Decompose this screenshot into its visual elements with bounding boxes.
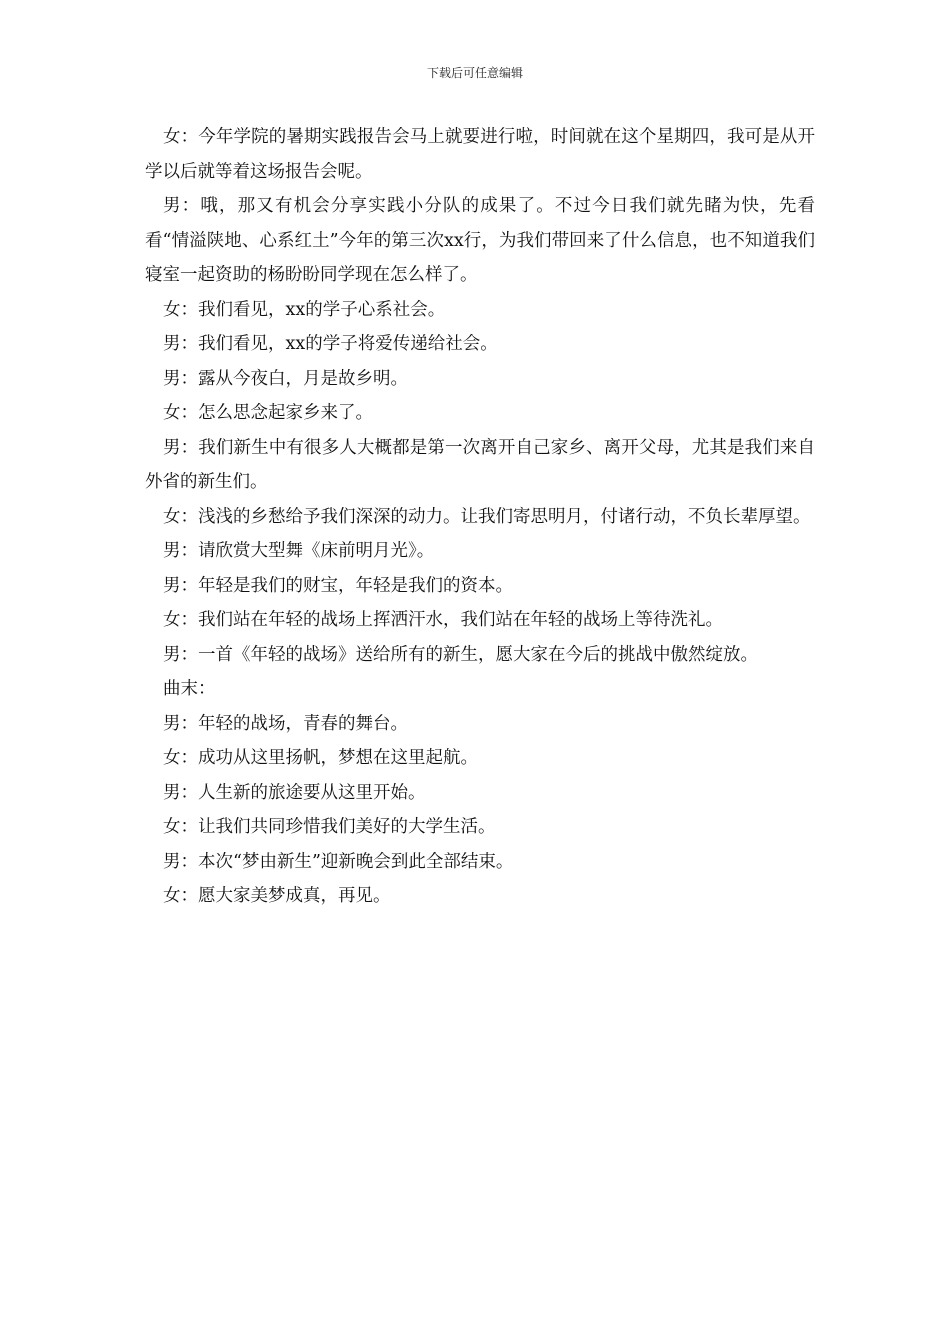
paragraph: 曲末：	[163, 679, 216, 699]
paragraph: 男：请欣赏大型舞《床前明月光》。	[163, 541, 435, 561]
paragraph: 男：年轻的战场，青春的舞台。	[163, 713, 408, 734]
paragraph: 男：本次“梦由新生”迎新晚会到此全部结束。	[163, 851, 514, 872]
paragraph: 男：哦，那又有机会分享实践小分队的成果了。不过今日我们就先睹为快，先看看“情溢陕地、心系红土”今年的第三次xx行，为我们带回来了什么信息，也不知道我们寝室一起资助的杨盼盼同学现在怎么样了。	[145, 196, 815, 285]
paragraph: 女：我们看见，xx的学子心系社会。	[163, 299, 446, 320]
paragraph: 男：年轻是我们的财宝，年轻是我们的资本。	[163, 575, 513, 596]
paragraph: 男：人生新的旅途要从这里开始。	[163, 782, 426, 803]
paragraph: 女：让我们共同珍惜我们美好的大学生活。	[163, 817, 496, 837]
paragraph: 女：浅浅的乡愁给予我们深深的动力。让我们寄思明月，付诸行动，不负长辈厚望。	[163, 506, 811, 527]
paragraph: 女：我们站在年轻的战场上挥洒汗水，我们站在年轻的战场上等待洗礼。	[163, 610, 723, 630]
paragraph: 男：我们看见，xx的学子将爱传递给社会。	[163, 334, 498, 354]
document-body	[145, 120, 815, 914]
paragraph: 女：愿大家美梦成真，再见。	[163, 886, 391, 906]
paragraph: 女：成功从这里扬帆，梦想在这里起航。	[163, 748, 478, 768]
paragraph: 女：今年学院的暑期实践报告会马上就要进行啦，时间就在这个星期四，我可是从开学以后就等着这场报告会呢。	[145, 127, 815, 182]
page-header: 下载后可任意编辑	[426, 66, 523, 80]
paragraph: 女：怎么思念起家乡来了。	[163, 403, 373, 423]
paragraph: 男：露从今夜白，月是故乡明。	[163, 368, 408, 389]
paragraph: 男：一首《年轻的战场》送给所有的新生，愿大家在今后的挑战中傲然绽放。	[163, 644, 758, 665]
paragraph: 男：我们新生中有很多人大概都是第一次离开自己家乡、离开父母，尤其是我们来自外省的新生们。	[145, 437, 815, 492]
